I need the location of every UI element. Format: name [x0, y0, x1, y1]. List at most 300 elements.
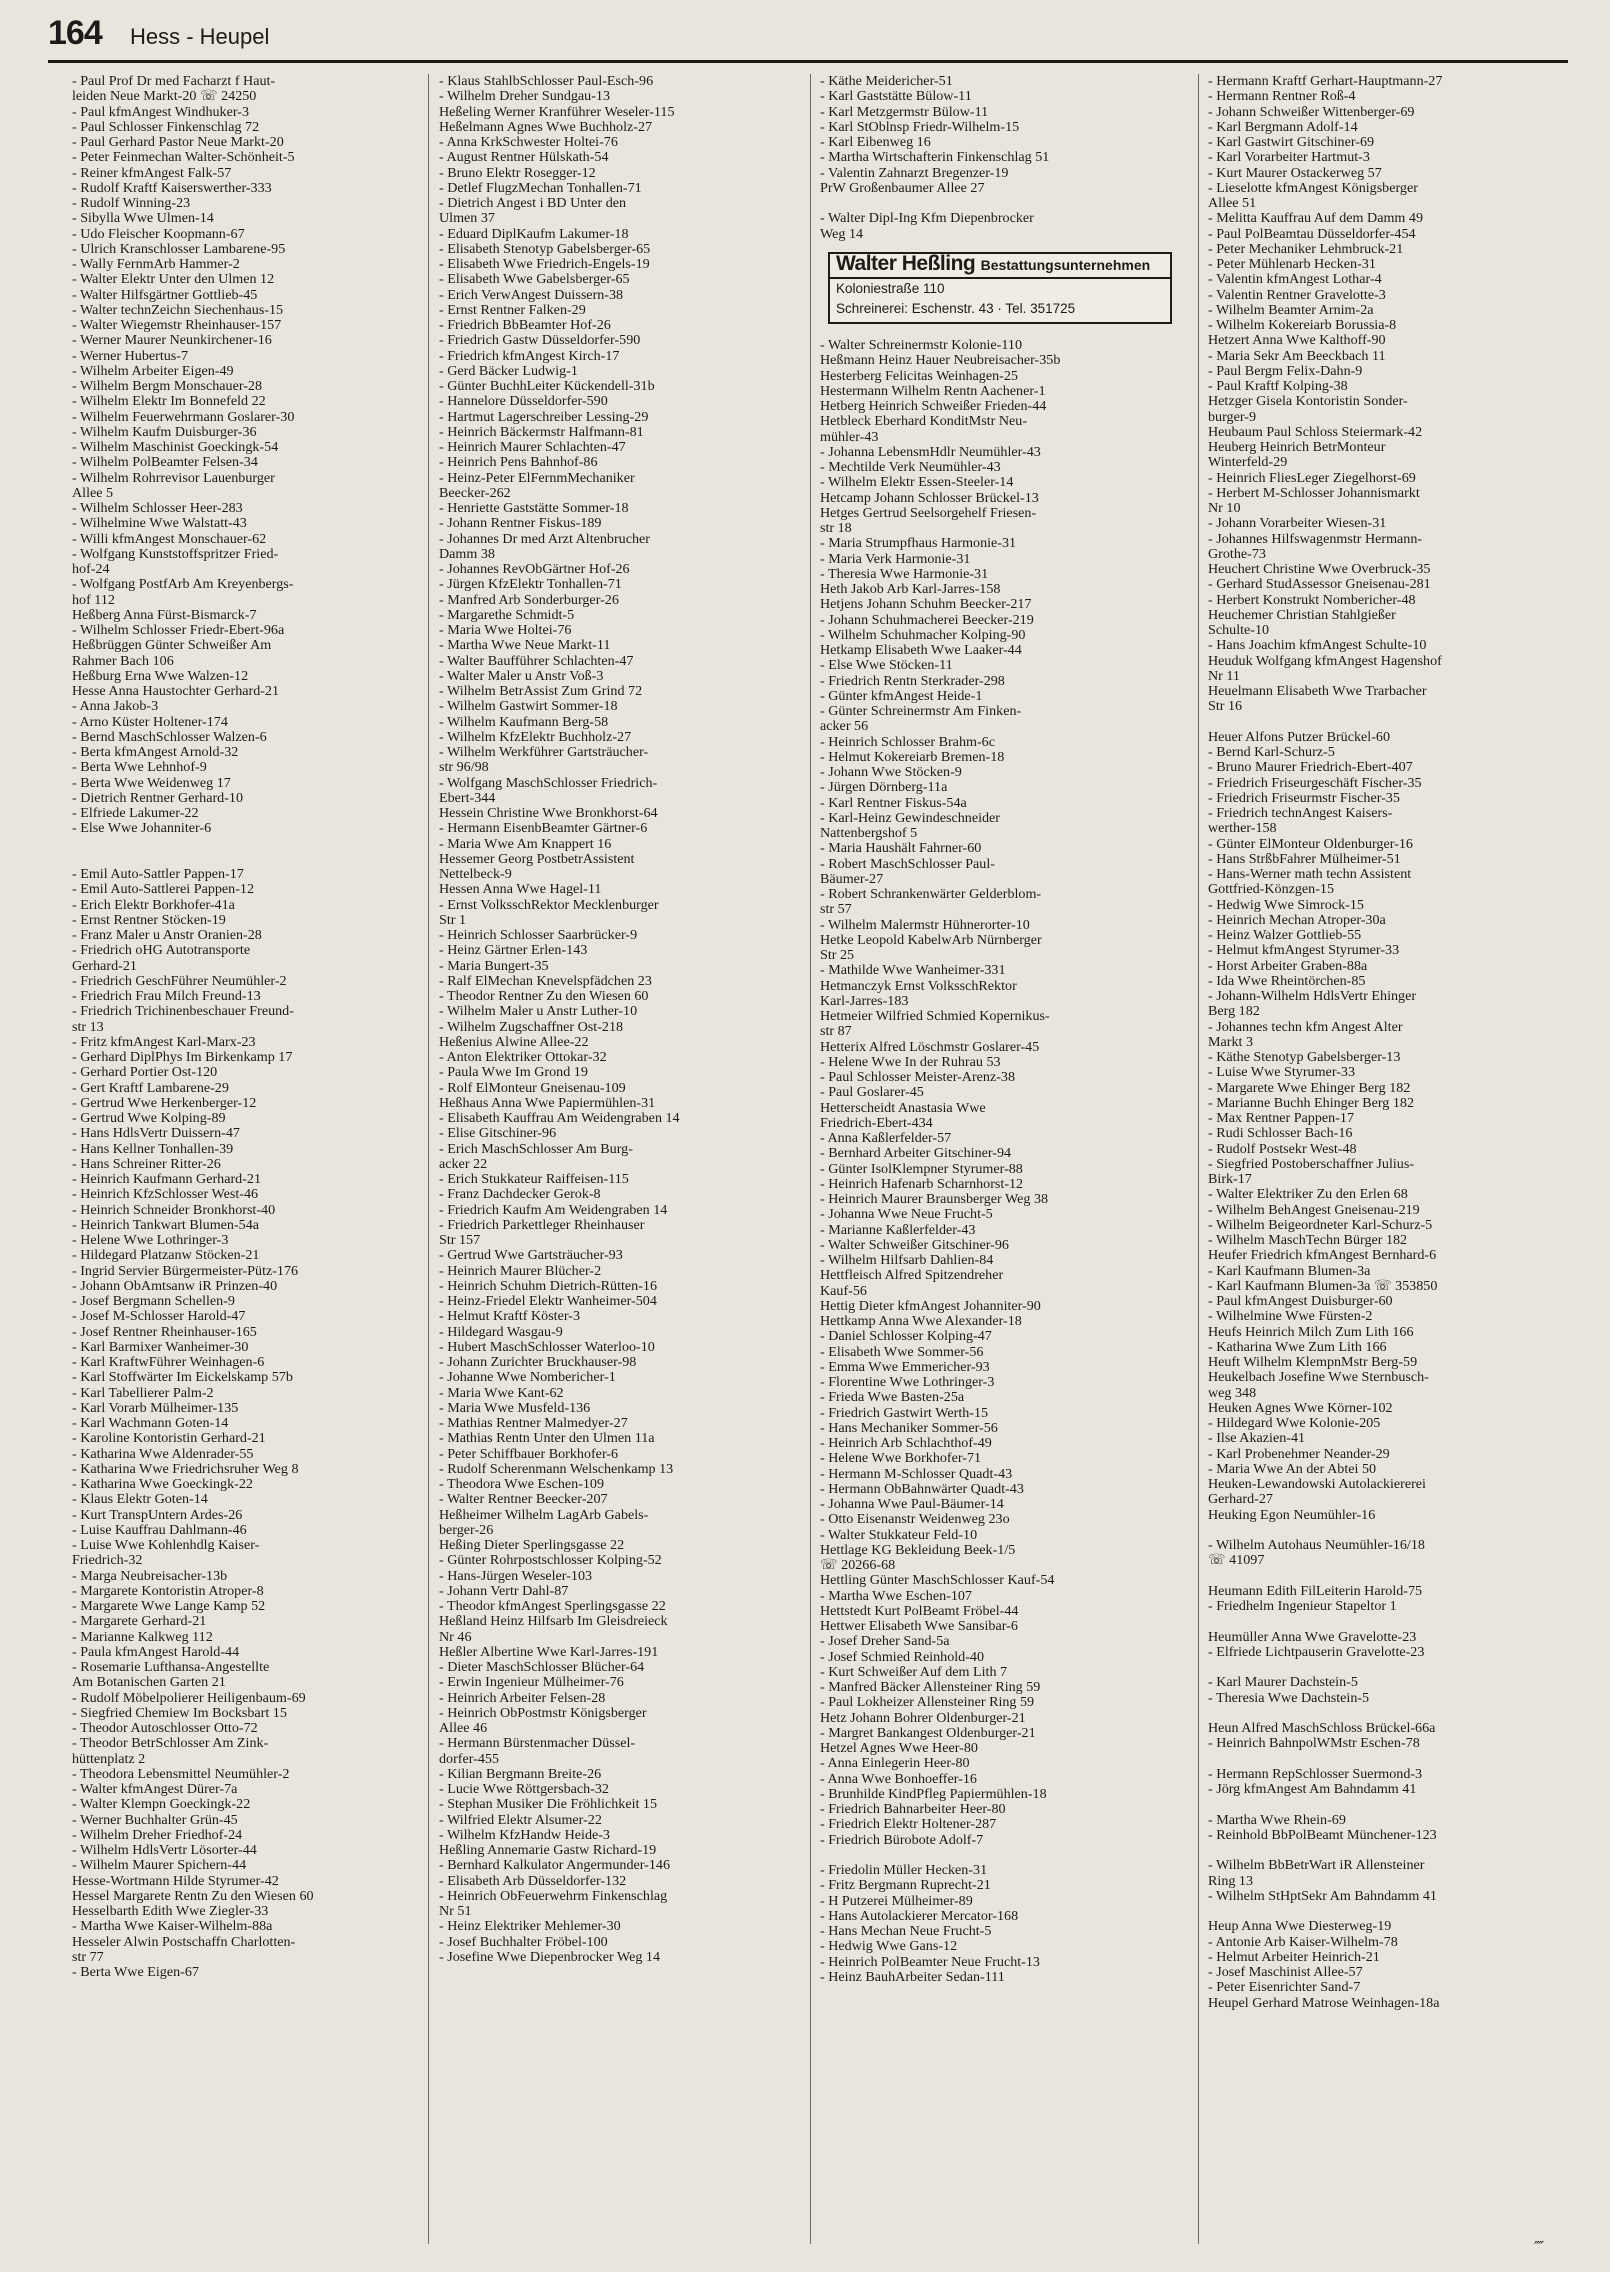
- blank-line: [1208, 1523, 1560, 1538]
- directory-entry: - Walter Wiegemstr Rheinhauser-157: [72, 318, 282, 333]
- directory-entry: Heßhaus Anna Wwe Papiermühlen-31: [439, 1095, 656, 1111]
- directory-entry: - Ralf ElMechan Knevelspfädchen 23: [439, 973, 652, 989]
- directory-entry: Nr 11: [1208, 668, 1240, 684]
- directory-entry: - Theodora Lebensmittel Neumühler-2: [72, 1766, 290, 1782]
- directory-entry: Nattenbergshof 5: [820, 826, 918, 841]
- directory-entry: mühler-43: [820, 429, 879, 445]
- directory-entry: str 57: [820, 902, 852, 918]
- directory-entry: - Robert MaschSchlosser Paul-: [820, 856, 995, 872]
- directory-entry: - Marianne Kaßlerfelder-43: [820, 1222, 976, 1238]
- directory-entry: Hetterscheidt Anastasia Wwe: [820, 1100, 986, 1116]
- directory-entry: - Walter Rentner Beecker-207: [439, 1492, 608, 1508]
- directory-entry: Friedrich-32: [72, 1553, 143, 1569]
- directory-entry: Heuken Agnes Wwe Körner-102: [1208, 1400, 1393, 1416]
- directory-entry: - Hartmut Lagerschreiber Lessing-29: [439, 409, 649, 425]
- directory-entry: - Johann Vorarbeiter Wiesen-31: [1208, 516, 1387, 532]
- directory-entry: - Gertrud Wwe Gartsträucher-93: [439, 1248, 623, 1264]
- directory-entry: - Heinrich Schlosser Saarbrücker-9: [439, 928, 638, 943]
- directory-entry: Allee 46: [439, 1721, 488, 1736]
- directory-entry: Rahmer Bach 106: [72, 653, 174, 669]
- directory-entry: Hesselbarth Edith Wwe Ziegler-33: [72, 1904, 269, 1919]
- directory-entry: - Johanne Wwe Nombericher-1: [439, 1370, 616, 1386]
- directory-entry: Hettig Dieter kfmAngest Johanniter-90: [820, 1298, 1041, 1314]
- directory-entry: - Josef Buchhalter Fröbel-100: [439, 1934, 608, 1950]
- directory-entry: - Josef Maschinist Allee-57: [1208, 1965, 1363, 1980]
- directory-entry: - Ernst Rentner Stöcken-19: [72, 912, 226, 928]
- directory-entry: - Bernd MaschSchlosser Walzen-6: [72, 729, 267, 745]
- directory-entry: - Hildegard Wwe Kolonie-205: [1208, 1416, 1381, 1431]
- directory-entry: weg 348: [1208, 1385, 1257, 1401]
- directory-entry: - Gerhard Portier Ost-120: [72, 1065, 218, 1081]
- directory-entry: - Wolfgang MaschSchlosser Friedrich-: [439, 775, 658, 791]
- directory-entry: - Friedrich Bürobote Adolf-7: [820, 1832, 984, 1848]
- directory-entry: - Mechtilde Verk Neumühler-43: [820, 460, 1001, 475]
- directory-entry: - Walter technZeichn Siechenhaus-15: [72, 302, 284, 318]
- directory-entry: - Walter Klempn Goeckingk-22: [72, 1797, 251, 1813]
- directory-entry: - Johannes Dr med Arzt Altenbrucher: [439, 531, 650, 547]
- directory-entry: - Gerhard StudAssessor Gneisenau-281: [1208, 577, 1431, 593]
- directory-entry: - Ida Wwe Rheintörchen-85: [1208, 973, 1366, 989]
- directory-entry: Heumüller Anna Wwe Gravelotte-23: [1208, 1629, 1417, 1645]
- directory-entry: - Friedrich GeschFührer Neumühler-2: [72, 973, 287, 989]
- directory-entry: - Wilhelm Werkführer Gartsträucher-: [439, 745, 649, 760]
- directory-entry: - Hermann RepSchlosser Suermond-3: [1208, 1766, 1423, 1782]
- directory-entry: - Peter Eisenrichter Sand-7: [1208, 1980, 1361, 1996]
- directory-entry: - Josef Bergmann Schellen-9: [72, 1294, 235, 1309]
- blank-line: [1208, 1614, 1560, 1629]
- directory-entry: Markt 3: [1208, 1034, 1254, 1050]
- directory-entry: Nr 51: [439, 1904, 472, 1919]
- directory-entry: Hettwer Elisabeth Wwe Sansibar-6: [820, 1619, 1018, 1634]
- blank-line: [1208, 1752, 1560, 1767]
- directory-entry: - Hermann Rentner Roß-4: [1208, 89, 1356, 105]
- directory-entry: Gottfried-Könzgen-15: [1208, 882, 1335, 898]
- directory-entry: - Emil Auto-Sattler Pappen-17: [72, 867, 244, 882]
- directory-entry: - Elisabeth Wwe Gabelsberger-65: [439, 272, 630, 288]
- directory-entry: Heuchemer Christian Stahlgießer: [1208, 607, 1396, 623]
- directory-entry: - Emil Auto-Sattlerei Pappen-12: [72, 882, 255, 898]
- directory-entry: - Karl StOblnsp Friedr-Wilhelm-15: [820, 119, 1020, 135]
- directory-entry: - Friedrich oHG Autotransporte: [72, 943, 251, 959]
- directory-entry: - Detlef FlugzMechan Tonhallen-71: [439, 180, 642, 196]
- ad-address: Koloniestraße 110: [836, 281, 945, 296]
- directory-entry: - Walter Schweißer Gitschiner-96: [820, 1237, 1009, 1253]
- directory-entry: - Reinhold BbPolBeamt Münchener-123: [1208, 1827, 1437, 1843]
- directory-entry: Heuer Alfons Putzer Brückel-60: [1208, 729, 1390, 745]
- directory-entry: - Anna Jakob-3: [72, 699, 159, 715]
- directory-entry: - Reiner kfmAngest Falk-57: [72, 165, 232, 181]
- directory-entry: Schulte-10: [1208, 623, 1270, 638]
- directory-entry: - Franz Maler u Anstr Oranien-28: [72, 928, 262, 943]
- directory-entry: Grothe-73: [1208, 546, 1266, 562]
- directory-entry: Hetterix Alfred Löschmstr Goslarer-45: [820, 1039, 1040, 1055]
- directory-entry: Nettelbeck-9: [439, 867, 512, 882]
- directory-entry: - Wilhelm Feuerwehrmann Goslarer-30: [72, 409, 295, 425]
- directory-entry: Heßelmann Agnes Wwe Buchholz-27: [439, 119, 653, 135]
- directory-entry: - Wilhelm Schlosser Friedr-Ebert-96a: [72, 623, 285, 638]
- directory-entry: - Kurt Maurer Ostackerweg 57: [1208, 165, 1382, 181]
- directory-entry: - Wilhelm Bergm Monschauer-28: [72, 379, 263, 394]
- column-rule: [428, 74, 429, 2244]
- directory-entry: - Wilhelm Autohaus Neumühler-16/18: [1208, 1538, 1425, 1553]
- directory-entry: - Gerhard DiplPhys Im Birkenkamp 17: [72, 1050, 293, 1065]
- directory-entry: Hetzert Anna Wwe Kalthoff-90: [1208, 333, 1386, 349]
- directory-entry: Hetjens Johann Schuhm Beecker-217: [820, 597, 1032, 613]
- directory-entry: - Wolfgang Kunststoffspritzer Fried-: [72, 546, 279, 562]
- directory-entry: - August Rentner Hülskath-54: [439, 150, 609, 166]
- directory-entry: - Josef Dreher Sand-5a: [820, 1634, 950, 1650]
- page-name-range: Hess - Heupel: [130, 24, 270, 49]
- directory-entry: Hetcamp Johann Schlosser Brückel-13: [820, 490, 1039, 506]
- directory-entry: - Elisabeth Wwe Sommer-56: [820, 1344, 984, 1360]
- directory-entry: - Heinrich Schneider Bronkhorst-40: [72, 1202, 276, 1218]
- directory-entry: - Käthe Meidericher-51: [820, 74, 953, 89]
- directory-entry: - Heinrich Bäckermstr Halfmann-81: [439, 424, 644, 440]
- directory-entry: Hettling Günter MaschSchlosser Kauf-54: [820, 1573, 1055, 1589]
- directory-entry: Heukelbach Josefine Wwe Sternbusch-: [1208, 1370, 1429, 1386]
- directory-entry: Hetges Gertrud Seelsorgehelf Friesen-: [820, 505, 1037, 521]
- directory-entry: - Lieselotte kfmAngest Königsberger: [1208, 180, 1418, 196]
- directory-entry: - Wilhelm KfzHandw Heide-3: [439, 1827, 610, 1843]
- directory-entry: - Wilhelm BetrAssist Zum Grind 72: [439, 684, 643, 699]
- advertisement-box: [828, 252, 1172, 324]
- directory-entry: - Peter Feinmechan Walter-Schönheit-5: [72, 150, 295, 166]
- directory-entry: - Martha Wirtschafterin Finkenschlag 51: [820, 150, 1050, 166]
- directory-entry: Heuken-Lewandowski Autolackiererei: [1208, 1477, 1426, 1492]
- directory-entry: Hettstedt Kurt PolBeamt Fröbel-44: [820, 1603, 1019, 1619]
- directory-entry: - Maria Bungert-35: [439, 958, 549, 974]
- blank-line: [1208, 1660, 1560, 1675]
- directory-entry: Heth Jakob Arb Karl-Jarres-158: [820, 582, 1001, 597]
- directory-entry: - Paul PolBeamtau Düsseldorfer-454: [1208, 226, 1416, 242]
- directory-entry: Hetbleck Eberhard KonditMstr Neu-: [820, 414, 1028, 430]
- directory-entry: - Johanna Wwe Paul-Bäumer-14: [820, 1497, 1004, 1512]
- directory-entry: - Helmut Kokereiarb Bremen-18: [820, 749, 1005, 765]
- directory-entry: - Katharina Wwe Goeckingk-22: [72, 1477, 253, 1492]
- directory-entry: Weg 14: [820, 226, 864, 242]
- blank-line: [72, 837, 424, 852]
- directory-entry: dorfer-455: [439, 1751, 499, 1767]
- directory-entry: - Hubert MaschSchlosser Waterloo-10: [439, 1339, 655, 1355]
- directory-entry: - Rudolf Möbelpolierer Heiligenbaum-69: [72, 1690, 306, 1706]
- directory-entry: Ring 13: [1208, 1873, 1254, 1889]
- directory-entry: - Johann ObAmtsanw iR Prinzen-40: [72, 1278, 278, 1294]
- directory-entry: - Herbert Konstrukt Nombericher-48: [1208, 592, 1416, 608]
- directory-entry: - Walter Dipl-Ing Kfm Diepenbrocker: [820, 211, 1034, 227]
- directory-entry: berger-26: [439, 1522, 494, 1538]
- directory-entry: - Heinrich Maurer Braunsberger Weg 38: [820, 1192, 1049, 1207]
- directory-entry: - Hans Mechan Neue Frucht-5: [820, 1924, 992, 1939]
- directory-entry: Hettkamp Anna Wwe Alexander-18: [820, 1314, 1022, 1329]
- directory-entry: Hesseler Alwin Postschaffn Charlotten-: [72, 1934, 296, 1950]
- directory-entry: - Karl Gaststätte Bülow-11: [820, 89, 972, 105]
- directory-entry: - Walter Schreinermstr Kolonie-110: [820, 338, 1022, 353]
- directory-entry: - Günter kfmAngest Heide-1: [820, 688, 983, 704]
- directory-entry: acker 22: [439, 1156, 488, 1172]
- directory-entry: - Mathias Rentn Unter den Ulmen 11a: [439, 1431, 655, 1447]
- directory-entry: - Berta Wwe Eigen-67: [72, 1965, 199, 1980]
- directory-entry: - Elise Gitschiner-96: [439, 1126, 557, 1142]
- directory-entry: Heßburg Erna Wwe Walzen-12: [72, 668, 249, 684]
- directory-entry: Karl-Jarres-183: [820, 993, 909, 1009]
- directory-entry: Heun Alfred MaschSchloss Brückel-66a: [1208, 1721, 1436, 1736]
- directory-entry: - Karl Barmixer Wanheimer-30: [72, 1339, 249, 1355]
- directory-entry: - Wilhelm Kokereiarb Borussia-8: [1208, 318, 1397, 333]
- directory-entry: - Ernst Rentner Falken-29: [439, 302, 586, 318]
- directory-entry: - Heinrich BahnpolWMstr Eschen-78: [1208, 1736, 1420, 1752]
- directory-entry: - Marianne Buchh Ehinger Berg 182: [1208, 1095, 1415, 1111]
- directory-entry: - Theodor kfmAngest Sperlingsgasse 22: [439, 1599, 666, 1614]
- directory-entry: str 13: [72, 1019, 104, 1035]
- directory-entry: - Anna Kaßlerfelder-57: [820, 1131, 952, 1146]
- directory-entry: - Johann Schuhmacherei Beecker-219: [820, 612, 1034, 628]
- directory-entry: - Hannelore Düsseldorfer-590: [439, 394, 608, 410]
- directory-entry: Hessen Anna Wwe Hagel-11: [439, 882, 602, 898]
- directory-entry: - Heinz BauhArbeiter Sedan-111: [820, 1969, 1005, 1985]
- directory-entry: Hessel Margarete Rentn Zu den Wiesen 60: [72, 1888, 314, 1904]
- directory-entry: Allee 5: [72, 485, 114, 501]
- directory-entry: Hessemer Georg PostbetrAssistent: [439, 851, 635, 867]
- directory-entry: - Heinz Elektriker Mehlemer-30: [439, 1919, 621, 1935]
- directory-entry: - Margarete Gerhard-21: [72, 1614, 207, 1630]
- directory-entry: - Walter Elektr Unter den Ulmen 12: [72, 272, 275, 288]
- directory-entry: - Paul Bergm Felix-Dahn-9: [1208, 363, 1363, 379]
- directory-entry: Heßeling Werner Kranführer Weseler-115: [439, 104, 675, 120]
- directory-entry: Hetke Leopold KabelwArb Nürnberger: [820, 932, 1042, 948]
- ad-company: [830, 251, 1170, 279]
- directory-entry: - Wilhelm Kaufmann Berg-58: [439, 714, 609, 730]
- directory-entry: - Wilhelm Schuhmacher Kolping-90: [820, 627, 1026, 643]
- directory-columns: [68, 74, 1568, 2244]
- directory-entry: - Herbert M-Schlosser Johannismarkt: [1208, 485, 1420, 501]
- directory-entry: - Walter Baufführer Schlachten-47: [439, 653, 634, 669]
- directory-entry: Heuchert Christine Wwe Overbruck-35: [1208, 562, 1431, 577]
- directory-entry: Berg 182: [1208, 1004, 1260, 1020]
- directory-entry: - Johannes RevObGärtner Hof-26: [439, 562, 630, 577]
- directory-entry: Heßler Albertine Wwe Karl-Jarres-191: [439, 1644, 659, 1660]
- directory-entry: Heuduk Wolfgang kfmAngest Hagenshof: [1208, 653, 1442, 669]
- directory-entry: Heuelmann Elisabeth Wwe Trarbacher: [1208, 684, 1427, 699]
- directory-entry: - Katharina Wwe Friedrichsruher Weg 8: [72, 1461, 299, 1477]
- directory-entry: str 96/98: [439, 760, 489, 776]
- directory-entry: - Hermann Bürstenmacher Düssel-: [439, 1736, 636, 1752]
- directory-entry: - Paul Schlosser Finkenschlag 72: [72, 119, 260, 135]
- directory-entry: - Luise Wwe Styrumer-33: [1208, 1065, 1356, 1081]
- directory-entry: Allee 51: [1208, 196, 1257, 211]
- directory-entry: Heupel Gerhard Matrose Weinhagen-18a: [1208, 1995, 1440, 2011]
- directory-entry: Heßland Heinz Hilfsarb Im Gleisdreieck: [439, 1614, 668, 1630]
- directory-entry: Heßing Dieter Sperlingsgasse 22: [439, 1538, 625, 1553]
- directory-entry: Heufer Friedrich kfmAngest Bernhard-6: [1208, 1248, 1437, 1264]
- directory-entry: - Lucie Wwe Röttgersbach-32: [439, 1782, 609, 1797]
- directory-entry: Hesse-Wortmann Hilde Styrumer-42: [72, 1873, 279, 1889]
- directory-entry: - Gert Kraftf Lambarene-29: [72, 1080, 229, 1096]
- directory-entry: - Walter kfmAngest Dürer-7a: [72, 1782, 238, 1797]
- directory-entry: - Else Wwe Johanniter-6: [72, 821, 212, 837]
- directory-entry: - Helene Wwe Lothringer-3: [72, 1233, 229, 1248]
- directory-entry: Str 157: [439, 1233, 481, 1248]
- directory-entry: - Maria Strumpfhaus Harmonie-31: [820, 536, 1017, 552]
- directory-entry: - Brunhilde KindPfleg Papiermühlen-18: [820, 1786, 1047, 1802]
- blank-line: [820, 1848, 1172, 1863]
- directory-entry: - Friedrich Trichinenbeschauer Freund-: [72, 1004, 294, 1020]
- blank-line: [1208, 1706, 1560, 1721]
- directory-entry: - Hans Autolackierer Mercator-168: [820, 1908, 1019, 1924]
- directory-entry: - Gerd Bäcker Ludwig-1: [439, 363, 578, 379]
- directory-entry: - Bernhard Kalkulator Angermunder-146: [439, 1858, 671, 1874]
- directory-entry: - Peter Mühlenarb Hecken-31: [1208, 257, 1376, 272]
- directory-entry: - Heinrich Hafenarb Scharnhorst-12: [820, 1176, 1024, 1192]
- directory-entry: - Luise Kauffrau Dahlmann-46: [72, 1522, 247, 1538]
- directory-entry: - Johann Wwe Stöcken-9: [820, 765, 962, 780]
- directory-entry: - Johann Rentner Fiskus-189: [439, 516, 602, 532]
- directory-entry: - Karl Wachmann Goten-14: [72, 1416, 229, 1431]
- directory-entry: - Peter Schiffbauer Borkhofer-6: [439, 1446, 619, 1462]
- directory-entry: - Jürgen Dörnberg-11a: [820, 780, 948, 796]
- directory-entry: - Berta kfmAngest Arnold-32: [72, 745, 239, 760]
- directory-entry: - Sibylla Wwe Ulmen-14: [72, 211, 214, 227]
- directory-entry: - Karl KraftwFührer Weinhagen-6: [72, 1355, 265, 1370]
- directory-entry: - Wilhelm KfzElektr Buchholz-27: [439, 729, 632, 745]
- directory-entry: - Otto Eisenanstr Weidenweg 23o: [820, 1512, 1010, 1528]
- directory-column-4: [1208, 74, 1560, 2244]
- directory-entry: - Henriette Gaststätte Sommer-18: [439, 501, 629, 516]
- directory-entry: - Paula Wwe Im Grond 19: [439, 1065, 588, 1081]
- directory-entry: - Klaus Elektr Goten-14: [72, 1492, 208, 1508]
- directory-entry: - Theresia Wwe Dachstein-5: [1208, 1690, 1370, 1706]
- directory-entry: - Helmut kfmAngest Styrumer-33: [1208, 943, 1400, 959]
- directory-entry: - Ingrid Servier Bürgermeister-Pütz-176: [72, 1263, 299, 1279]
- directory-entry: - Margret Bankangest Oldenburger-21: [820, 1725, 1036, 1741]
- directory-entry: - Gertrud Wwe Herkenberger-12: [72, 1095, 257, 1111]
- directory-entry: - Walter Hilfsgärtner Gottlieb-45: [72, 287, 258, 303]
- directory-entry: Hetberg Heinrich Schweißer Frieden-44: [820, 399, 1047, 414]
- blank-line: [72, 852, 424, 867]
- directory-entry: - Wilhelm Rohrrevisor Lauenburger: [72, 470, 275, 486]
- directory-entry: - Erich Stukkateur Raiffeisen-115: [439, 1172, 629, 1187]
- directory-entry: - Günter ElMonteur Oldenburger-16: [1208, 836, 1413, 852]
- directory-entry: - Fritz Bergmann Ruprecht-21: [820, 1878, 991, 1894]
- directory-entry: - Hermann ObBahnwärter Quadt-43: [820, 1481, 1024, 1497]
- directory-entry: - Rudolf Winning-23: [72, 196, 191, 211]
- directory-entry: - Karl-Heinz Gewindeschneider: [820, 810, 1001, 826]
- directory-entry: - Heinrich PolBeamter Neue Frucht-13: [820, 1954, 1040, 1970]
- directory-entry: - Wilhelm BehAngest Gneisenau-219: [1208, 1202, 1420, 1218]
- directory-entry: - Erich Elektr Borkhofer-41a: [72, 897, 235, 913]
- directory-entry: - Josefine Wwe Diepenbrocker Weg 14: [439, 1949, 661, 1965]
- directory-entry: - Günter Rohrpostschlosser Kolping-52: [439, 1553, 662, 1569]
- directory-entry: - Josef Rentner Rheinhauser-165: [72, 1324, 257, 1340]
- directory-entry: - Emma Wwe Emmericher-93: [820, 1359, 990, 1375]
- directory-entry: - Wilhelm Arbeiter Eigen-49: [72, 363, 234, 379]
- directory-entry: - Karl Stoffwärter Im Eickelskamp 57b: [72, 1370, 293, 1386]
- directory-entry: Birk-17: [1208, 1172, 1252, 1187]
- directory-entry: - Heinrich Pens Bahnhof-86: [439, 455, 598, 471]
- directory-entry: - Josef Schmied Reinhold-40: [820, 1649, 985, 1665]
- directory-entry: hof-24: [72, 562, 110, 577]
- directory-entry: - Theodor BetrSchlosser Am Zink-: [72, 1736, 269, 1752]
- directory-entry: Heubaum Paul Schloss Steiermark-42: [1208, 424, 1423, 440]
- directory-entry: - Elfriede Lichtpauserin Gravelotte-23: [1208, 1644, 1425, 1660]
- directory-entry: - Theodora Wwe Eschen-109: [439, 1477, 605, 1492]
- directory-entry: hüttenplatz 2: [72, 1751, 146, 1767]
- directory-entry: - Heinz Gärtner Erlen-143: [439, 943, 588, 959]
- directory-entry: - Wilhelm Gastwirt Sommer-18: [439, 699, 618, 715]
- directory-entry: - Maria Sekr Am Beeckbach 11: [1208, 348, 1386, 364]
- directory-entry: - Florentine Wwe Lothringer-3: [820, 1375, 995, 1390]
- directory-entry: burger-9: [1208, 409, 1256, 425]
- directory-entry: - Paul Schlosser Meister-Arenz-38: [820, 1070, 1016, 1085]
- directory-entry: - Hermann Kraftf Gerhart-Hauptmann-27: [1208, 74, 1443, 89]
- directory-entry: Heßenius Alwine Allee-22: [439, 1034, 589, 1050]
- directory-entry: - Hans HdlsVertr Duissern-47: [72, 1126, 240, 1142]
- directory-entry: Ulmen 37: [439, 211, 495, 227]
- directory-entry: - Elfriede Lakumer-22: [72, 806, 199, 821]
- directory-entry: - Stephan Musiker Die Fröhlichkeit 15: [439, 1797, 658, 1813]
- directory-entry: - Wilhelm Beamter Arnim-2a: [1208, 302, 1374, 318]
- directory-entry: Hetmanczyk Ernst VolksschRektor: [820, 978, 1017, 994]
- directory-entry: Hestermann Wilhelm Rentn Aachener-1: [820, 383, 1046, 399]
- directory-entry: Hetzel Agnes Wwe Heer-80: [820, 1741, 978, 1756]
- ad-tagline: Bestattungsunternehmen: [980, 256, 1151, 273]
- directory-entry: - Wilhelm StHptSekr Am Bahndamm 41: [1208, 1888, 1437, 1904]
- directory-entry: - Heinrich Mechan Atroper-30a: [1208, 912, 1386, 928]
- directory-entry: - Wilhelm Beigeordneter Karl-Schurz-5: [1208, 1217, 1433, 1233]
- directory-entry: Heuking Egon Neumühler-16: [1208, 1507, 1376, 1523]
- directory-entry: Hetmeier Wilfried Schmied Kopernikus-: [820, 1009, 1050, 1024]
- directory-entry: - Heinrich Schuhm Dietrich-Rütten-16: [439, 1278, 658, 1294]
- directory-entry: - Wilhelm Maurer Spichern-44: [72, 1858, 247, 1874]
- directory-entry: - Heinrich Kaufmann Gerhard-21: [72, 1172, 262, 1187]
- directory-entry: - Wilhelm Maschinist Goeckingk-54: [72, 440, 279, 455]
- directory-entry: - Hans Joachim kfmAngest Schulte-10: [1208, 638, 1427, 654]
- directory-entry: - Josef M-Schlosser Harold-47: [72, 1309, 246, 1325]
- directory-entry: - Karoline Kontoristin Gerhard-21: [72, 1431, 266, 1447]
- directory-entry: - Friedolin Müller Hecken-31: [820, 1863, 988, 1878]
- directory-entry: werther-158: [1208, 821, 1277, 837]
- directory-entry: - Walter Stukkateur Feld-10: [820, 1527, 978, 1543]
- directory-entry: - Heinrich Arbeiter Felsen-28: [439, 1690, 606, 1706]
- directory-entry: - Werner Hubertus-7: [72, 348, 189, 364]
- directory-entry: - Helmut Arbeiter Heinrich-21: [1208, 1949, 1380, 1965]
- directory-entry: - Margarethe Schmidt-5: [439, 607, 575, 623]
- directory-entry: - Karl Tabellierer Palm-2: [72, 1385, 214, 1401]
- directory-entry: - Wilhelm Elektr Essen-Steeler-14: [820, 475, 1014, 491]
- directory-column-1: [72, 74, 424, 2244]
- directory-entry: - Robert Schrankenwärter Gelderblom-: [820, 887, 1042, 902]
- directory-entry: - Wilhelm Hilfsarb Dahlien-84: [820, 1253, 994, 1268]
- directory-entry: - Elisabeth Arb Düsseldorfer-132: [439, 1873, 627, 1889]
- directory-entry: - Paul Goslarer-45: [820, 1085, 924, 1101]
- directory-entry: - Gertrud Wwe Kolping-89: [72, 1111, 226, 1126]
- page-number: 164: [48, 14, 102, 52]
- directory-entry: - Antonie Arb Kaiser-Wilhelm-78: [1208, 1934, 1398, 1950]
- directory-entry: Str 16: [1208, 699, 1243, 715]
- directory-entry: - Heinrich ObPostmstr Königsberger: [439, 1705, 647, 1721]
- directory-entry: - Erich VerwAngest Duissern-38: [439, 287, 624, 303]
- directory-entry: - Friedrich Bahnarbeiter Heer-80: [820, 1802, 1006, 1817]
- directory-column-2: [439, 74, 791, 2244]
- directory-entry: - Maria Wwe Holtei-76: [439, 623, 572, 638]
- directory-entry: - Mathilde Wwe Wanheimer-331: [820, 963, 1006, 979]
- directory-entry: - Heinz Walzer Gottlieb-55: [1208, 928, 1362, 943]
- directory-entry: - Arno Küster Holtener-174: [72, 714, 228, 730]
- directory-entry: - Hermann EisenbBeamter Gärtner-6: [439, 821, 648, 837]
- directory-entry: - Wilhelm Zugschaffner Ost-218: [439, 1019, 624, 1035]
- directory-entry: - Franz Dachdecker Gerok-8: [439, 1187, 601, 1203]
- blank-line: [1208, 1904, 1560, 1919]
- directory-entry: - Rudolf Postsekr West-48: [1208, 1141, 1357, 1157]
